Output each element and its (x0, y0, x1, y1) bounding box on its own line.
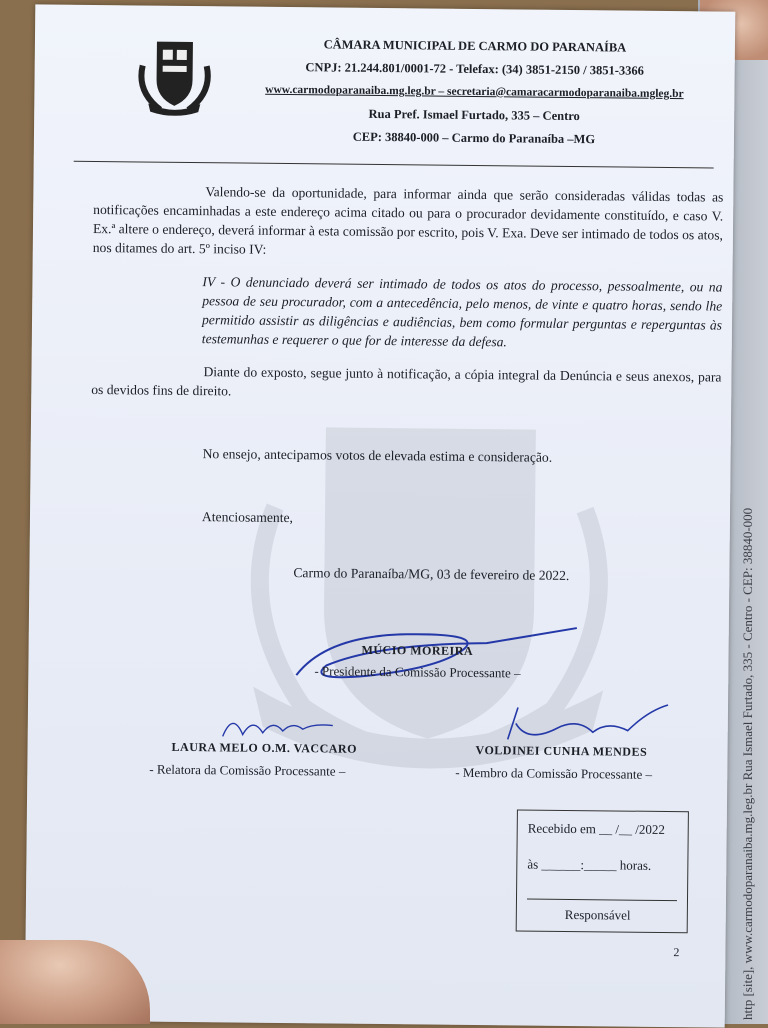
chamber-name: CÂMARA MUNICIPAL DE CARMO DO PARANAÍBA (323, 37, 627, 55)
closing-regards: No ensejo, antecipamos votos de elevada estima e consideração. (202, 446, 553, 465)
receipt-box (516, 809, 689, 933)
coat-of-arms-icon (134, 35, 215, 116)
place-date: Carmo do Paranaíba/MG, 03 de fevereiro de 2022. (293, 565, 570, 583)
rapporteur-role: - Relatora da Comissão Processante – (149, 761, 346, 779)
letter-body (91, 181, 723, 406)
member-role: - Membro da Comissão Processante – (455, 764, 653, 782)
receipt-date: Recebido em __ /__ /2022 (527, 820, 666, 838)
envelope-text: http [site], www.carmodoparanaiba.mg.leg.br Rua Ismael Furtado, 335 - Centro - CEP: 38840-000 (740, 507, 755, 1020)
chamber-website-email[interactable]: www.carmodoparanaiba.mg.leg.br – secretaria@camaracarmodoparanaiba.mgleg.br (265, 83, 684, 101)
legal-quote: IV - O denunciado deverá ser intimado de todos os atos do processo, pessoalmente, ou na pessoa de seu procurador, com a antecedência, pelo menos, de vinte e quatro horas, sendo lhe permitido assistir as diligências e audiências, bem como formular perguntas e reperguntas às testemunhas e requerer o que for de interesse da defesa. (201, 274, 723, 350)
chamber-cnpj: CNPJ: 21.244.801/0001-72 - Telefax: (34) 3851-2150 / 3851-3366 (305, 60, 645, 78)
rapporteur-name: LAURA MELO O.M. VACCARO (171, 739, 358, 756)
page-number: 2 (673, 945, 680, 960)
paragraph-attachments: Diante do exposto, segue junto à notificação, a cópia integral da Denúncia e seus anexos, para os devidos fins de direito. (91, 364, 722, 399)
receipt-responsible: Responsável (564, 906, 631, 923)
paragraph-notifications: Valendo-se da oportunidade, para informar ainda que serão consideradas válidas todas as notificações encaminhadas a este endereço acima citado ou para o procurador devidamente constituído, e caso V. Ex.ª altere o endereço, deverá informar à esta comissão por escrito, pois V. Exa. Deve ser intimado de todos os atos, nos ditames do art. 5º inciso IV: (92, 184, 724, 257)
document-page (25, 4, 736, 1027)
receipt-time: às ______:_____ horas. (527, 856, 652, 873)
chamber-address: Rua Pref. Ismael Furtado, 335 – Centro (368, 106, 580, 124)
closing-salutation: Atenciosamente, (201, 509, 294, 526)
president-name: MÚCIO MOREIRA (361, 642, 474, 658)
president-role: - Presidente da Comissão Processante – (314, 663, 521, 681)
chamber-cep: CEP: 38840-000 – Carmo do Paranaíba –MG (352, 129, 596, 147)
letterhead (34, 26, 735, 173)
member-name: VOLDINEI CUNHA MENDES (475, 743, 648, 759)
